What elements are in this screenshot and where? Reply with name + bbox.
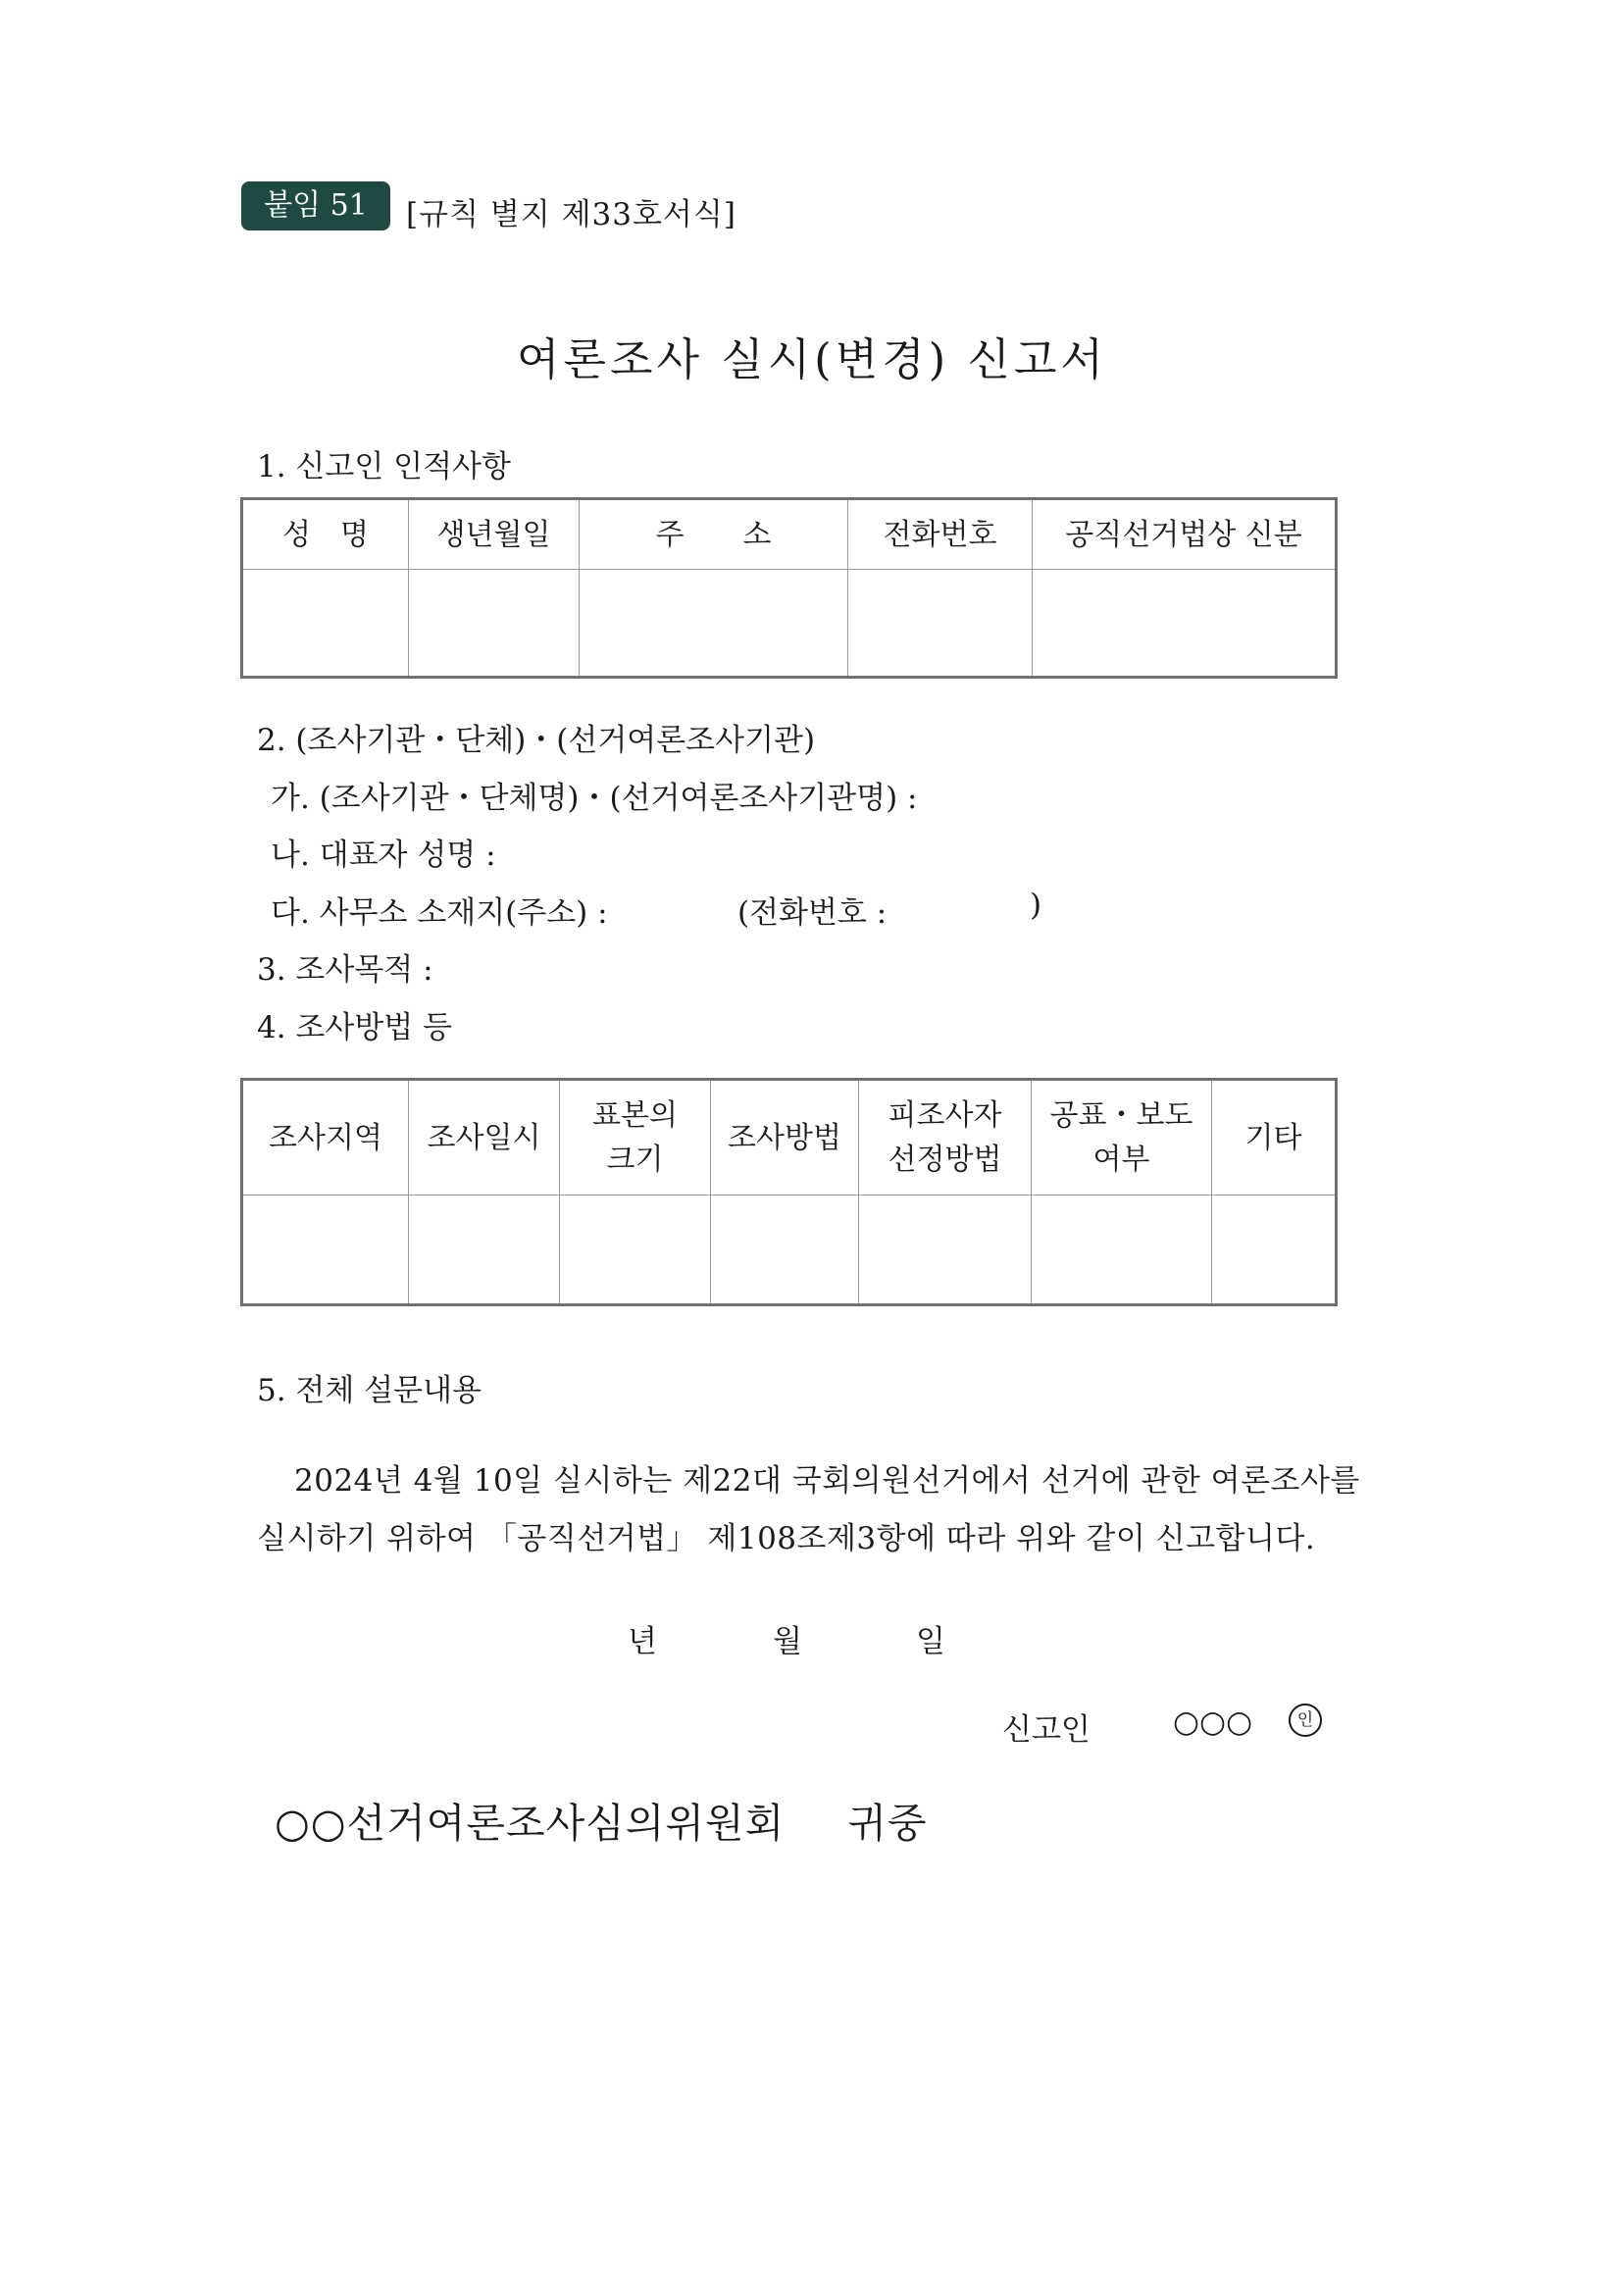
survey-sample-size-cell[interactable] — [560, 1195, 711, 1305]
survey-col-publication: 공표・보도 여부 — [1032, 1080, 1212, 1195]
applicant-address-cell[interactable] — [580, 570, 848, 678]
applicant-phone-cell[interactable] — [848, 570, 1033, 678]
survey-col-other: 기타 — [1212, 1080, 1337, 1195]
seal-mark — [1289, 1704, 1322, 1737]
applicant-table — [240, 497, 1338, 679]
survey-col-datetime: 조사일시 — [409, 1080, 560, 1195]
survey-respondent-selection-cell[interactable] — [859, 1195, 1032, 1305]
addressee-suffix: 귀중 — [847, 1800, 928, 1847]
section4-heading: 4. 조사방법 등 — [257, 1010, 453, 1045]
survey-other-cell[interactable] — [1212, 1195, 1337, 1305]
applicant-col-name: 성 명 — [242, 499, 409, 570]
survey-datetime-cell[interactable] — [409, 1195, 560, 1305]
section2-item-na: 나. 대표자 성명 : — [271, 838, 496, 873]
survey-col-region: 조사지역 — [242, 1080, 409, 1195]
applicant-status-cell[interactable] — [1033, 570, 1337, 678]
survey-table-entry-row — [242, 1195, 1337, 1305]
section3-heading: 3. 조사목적 : — [257, 952, 433, 988]
applicant-col-phone: 전화번호 — [848, 499, 1033, 570]
section2-phone-close: ) — [1030, 888, 1042, 923]
applicant-name-placeholder: ○○○ — [1173, 1704, 1253, 1740]
date-month-label: 월 — [773, 1624, 802, 1659]
applicant-col-status: 공직선거법상 신분 — [1033, 499, 1337, 570]
addressee-name: ○○선거여론조사심의위원회 — [275, 1800, 786, 1847]
applicant-label: 신고인 — [1002, 1712, 1091, 1748]
applicant-table-entry-row — [242, 570, 1337, 678]
section1-heading: 1. 신고인 인적사항 — [257, 449, 511, 484]
addressee — [275, 1791, 928, 1849]
applicant-col-birthdate: 생년월일 — [409, 499, 580, 570]
statement-line-1: 2024년 4월 10일 실시하는 제22대 국회의원선거에서 선거에 관한 여론조사를 — [294, 1463, 1360, 1499]
date-day-label: 일 — [916, 1624, 945, 1659]
form-reference: [규칙 별지 제33호서식] — [406, 197, 736, 232]
section2-item-ga: 가. (조사기관・단체명)・(선거여론조사기관명) : — [271, 781, 918, 816]
document-title: 여론조사 실시(변경) 신고서 — [517, 333, 1107, 385]
applicant-col-address: 주 소 — [580, 499, 848, 570]
survey-method-cell[interactable] — [711, 1195, 859, 1305]
applicant-name-cell[interactable] — [242, 570, 409, 678]
survey-method-table — [240, 1078, 1338, 1306]
section5-heading: 5. 전체 설문내용 — [257, 1373, 482, 1408]
section2-item-da: 다. 사무소 소재지(주소) : — [271, 895, 608, 931]
applicant-table-header-row — [242, 499, 1337, 570]
section2-phone-open: (전화번호 : — [737, 895, 888, 931]
statement-line-2: 실시하기 위하여 「공직선거법」 제108조제3항에 따라 위와 같이 신고합니다. — [257, 1521, 1316, 1556]
survey-publication-cell[interactable] — [1032, 1195, 1212, 1305]
survey-col-sample-size: 표본의 크기 — [560, 1080, 711, 1195]
attachment-badge: 붙임 51 — [241, 181, 390, 230]
survey-col-respondent-selection: 피조사자 선정방법 — [859, 1080, 1032, 1195]
survey-table-header-row — [242, 1080, 1337, 1195]
seal-stamp-icon: 인 — [1289, 1704, 1322, 1737]
date-year-label: 년 — [628, 1624, 657, 1659]
survey-region-cell[interactable] — [242, 1195, 409, 1305]
survey-col-method: 조사방법 — [711, 1080, 859, 1195]
applicant-birthdate-cell[interactable] — [409, 570, 580, 678]
section2-heading: 2. (조사기관・단체)・(선거여론조사기관) — [257, 723, 816, 758]
